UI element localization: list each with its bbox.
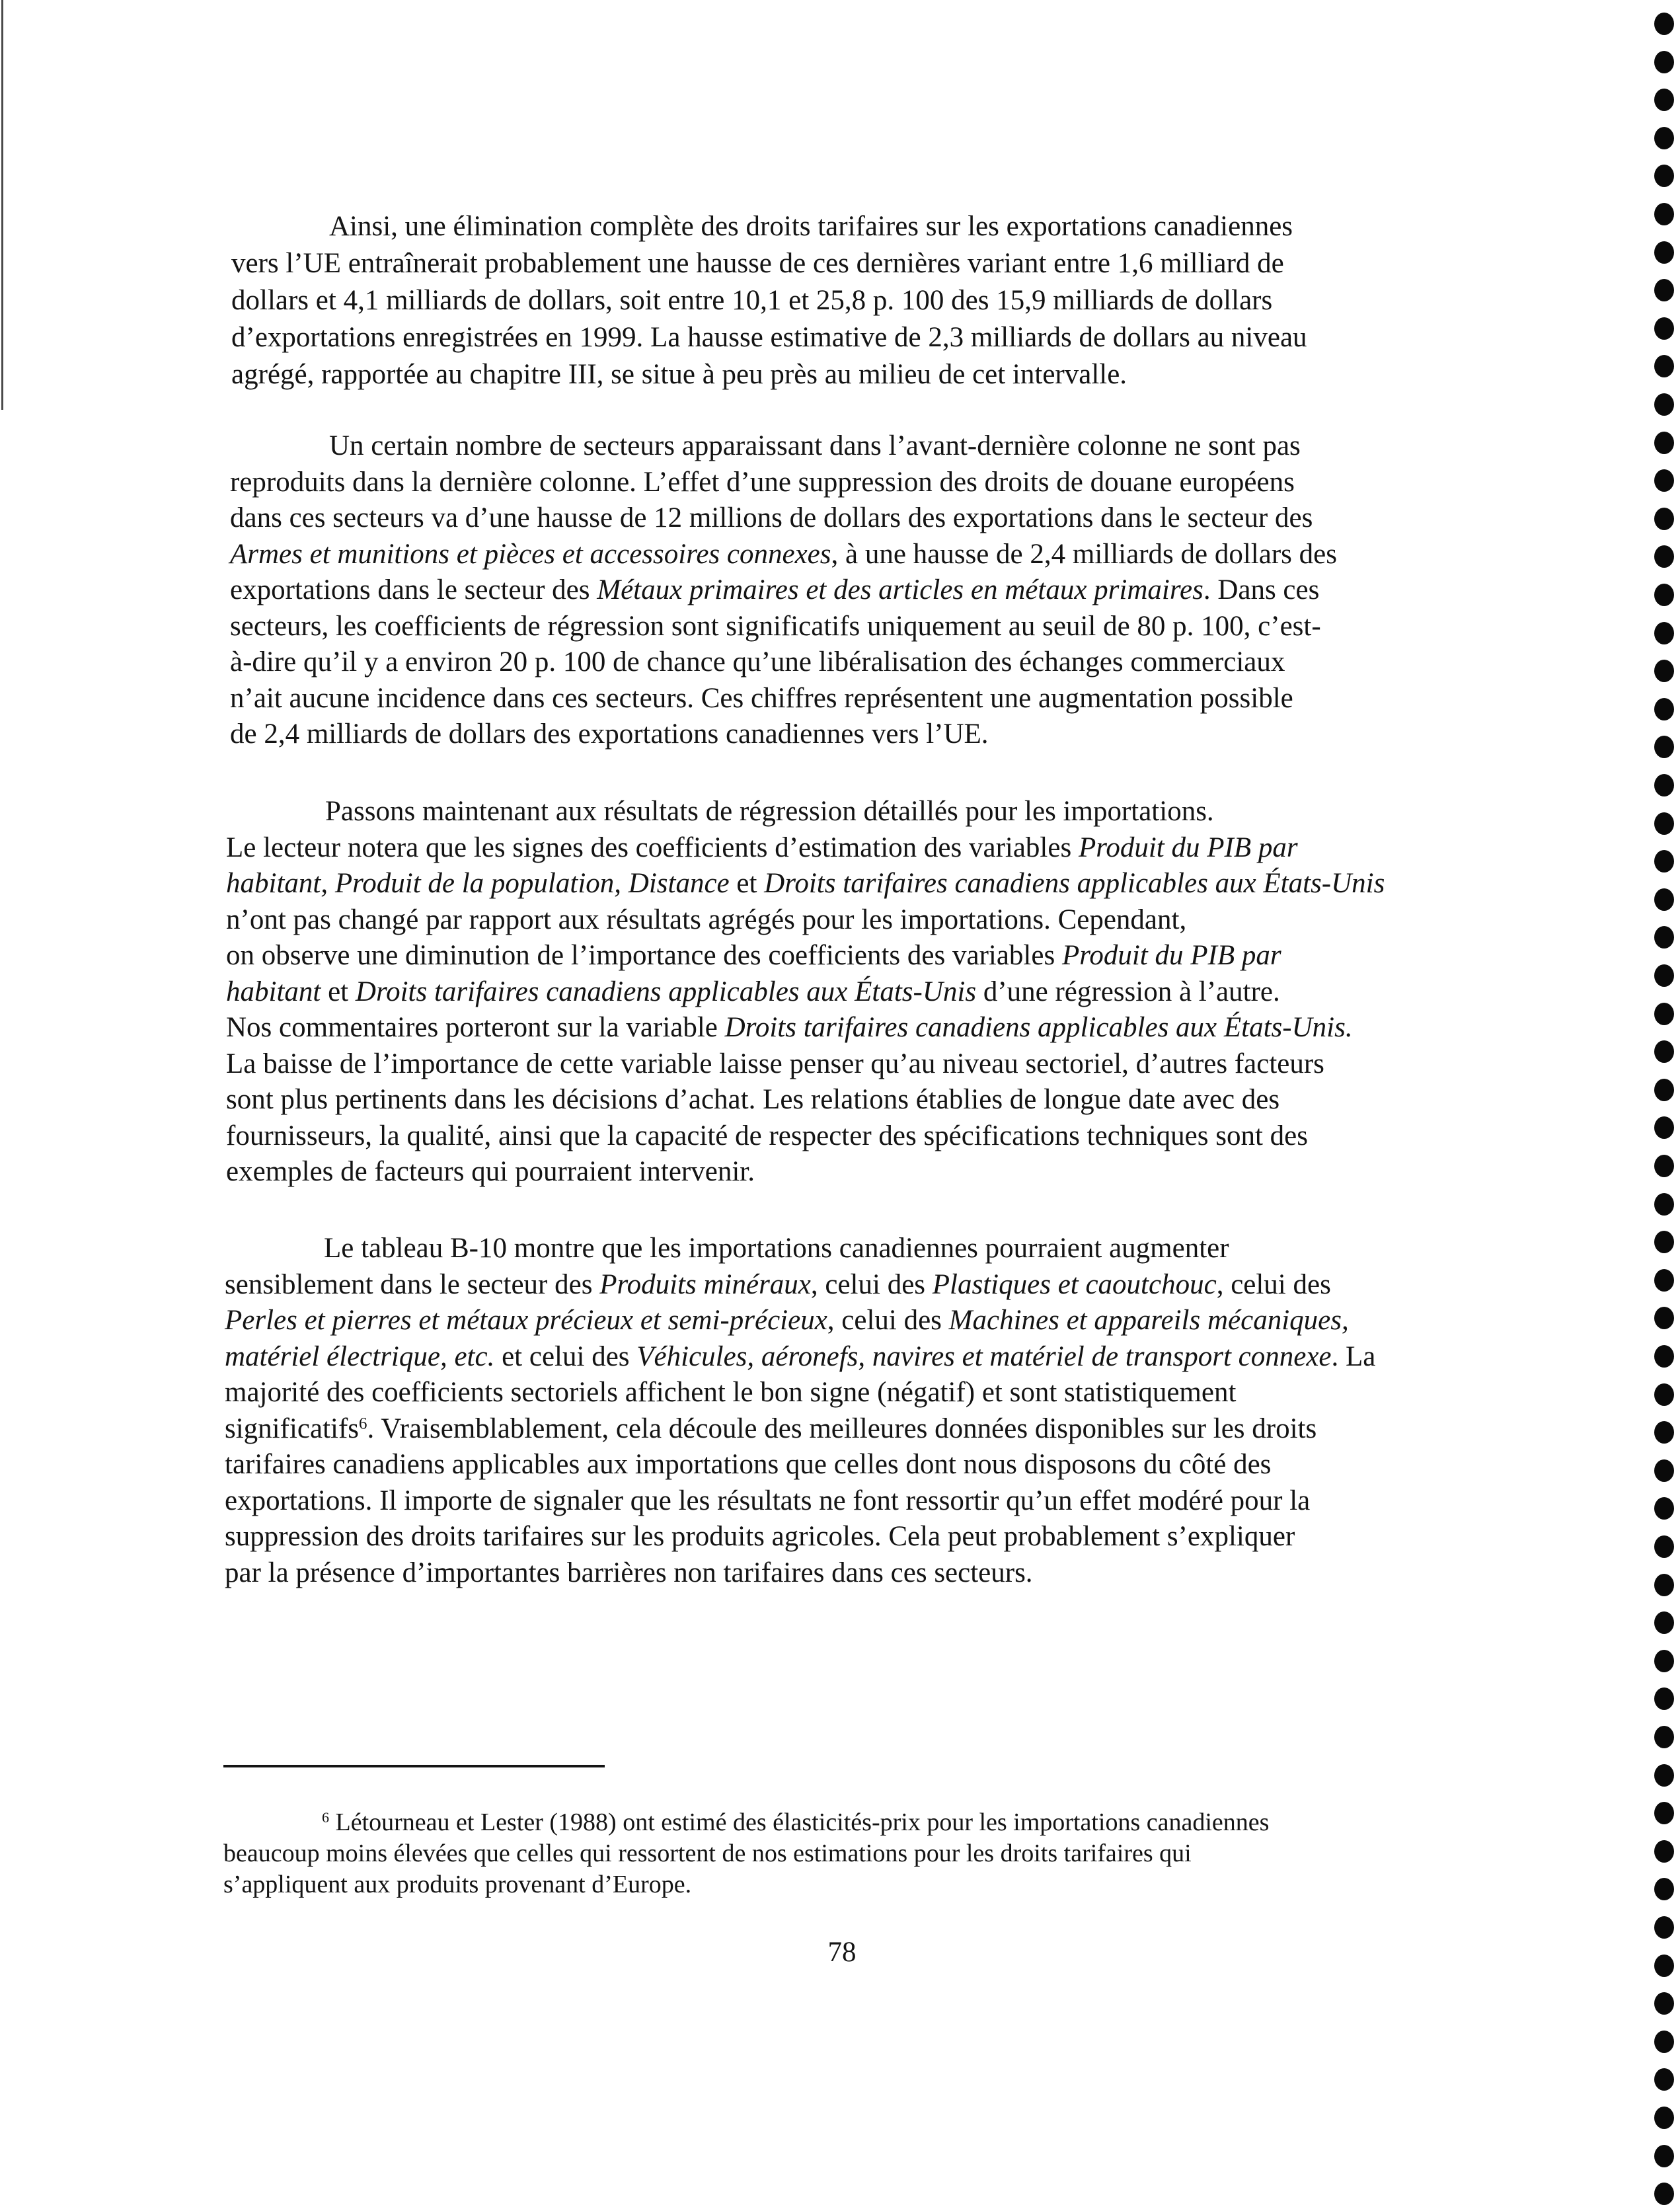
binding-hole [1654, 774, 1674, 796]
text-run: fournisseurs, la qualité, ainsi que la capacité de respecter des spécifications techniques sont des [226, 1120, 1309, 1151]
text-line [225, 1339, 1375, 1376]
binding-hole [1654, 203, 1674, 225]
binding-hole [1654, 622, 1674, 644]
text-line [226, 1046, 1385, 1083]
text-run: à-dire qu’il y a environ 20 p. 100 de chance qu’une libéralisation des échanges commerciaux [230, 646, 1285, 678]
binding-hole [1654, 1269, 1674, 1292]
binding-hole [1654, 393, 1674, 416]
text-run: on observe une diminution de l’importance des coefficients des variables [226, 940, 1062, 971]
binding-hole [1654, 1992, 1674, 2015]
text-run: dans ces secteurs va d’une hausse de 12 millions de dollars des exportations dans le secteur des [230, 502, 1313, 533]
binding-hole [1654, 432, 1674, 454]
paragraph-2 [230, 428, 1337, 753]
binding-hole [1654, 888, 1674, 911]
binding-hole [1654, 51, 1674, 73]
binding-hole [1654, 2183, 1674, 2205]
text-run: Létourneau et Lester (1988) ont estimé des élasticités-prix pour les importations canadiennes [329, 1808, 1270, 1836]
binding-hole [1654, 1231, 1674, 1253]
text-line [226, 794, 1385, 830]
text-line [230, 681, 1337, 717]
text-run: tarifaires canadiens applicables aux importations que celles dont nous disposons du côté des [225, 1449, 1272, 1480]
text-line [230, 428, 1337, 465]
paragraph-1 [231, 208, 1307, 393]
text-run: par la présence d’importantes barrières non tarifaires dans ces secteurs. [225, 1557, 1033, 1588]
text-run: Le lecteur notera que les signes des coefficients d’estimation des variables [226, 832, 1079, 863]
text-line [226, 938, 1385, 974]
binding-hole [1654, 1307, 1674, 1329]
binding-hole [1654, 1878, 1674, 1900]
text-line [225, 1555, 1375, 1592]
text-run: , celui des [827, 1305, 949, 1336]
binding-hole [1654, 1650, 1674, 1672]
text-run: Nos commentaires porteront sur la variable [226, 1012, 725, 1043]
text-line [226, 1010, 1385, 1046]
text-run: La baisse de l’importance de cette variable laisse penser qu’au niveau sectoriel, d’autres facteurs [226, 1048, 1324, 1079]
binding-hole [1654, 584, 1674, 606]
italic-text: Métaux primaires et des articles en métaux primaires [597, 574, 1203, 605]
paragraph-4 [225, 1231, 1375, 1591]
text-run: significatifs [225, 1413, 360, 1444]
binding-hole [1654, 1955, 1674, 1977]
text-run: d’une régression à l’autre. [976, 976, 1280, 1007]
binding-hole [1654, 1840, 1674, 1863]
text-run: reproduits dans la dernière colonne. L’effet d’une suppression des droits de douane européens [230, 466, 1295, 498]
text-run: sont plus pertinents dans les décisions d’achat. Les relations établies de longue date avec des [226, 1084, 1280, 1115]
binding-hole [1654, 545, 1674, 568]
footnote-separator [223, 1765, 605, 1767]
text-line [231, 319, 1307, 356]
binding-hole [1654, 1459, 1674, 1482]
text-run: . Dans ces [1203, 574, 1320, 605]
binding-hole [1654, 355, 1674, 377]
binding-hole [1654, 1535, 1674, 1558]
text-run: exemples de facteurs qui pourraient intervenir. [226, 1156, 755, 1187]
binding-hole [1654, 317, 1674, 340]
binding-hole [1654, 469, 1674, 492]
text-line [230, 644, 1337, 681]
paragraph-3 [226, 794, 1385, 1190]
binding-hole [1654, 2145, 1674, 2167]
text-run: , à une hausse de 2,4 milliards de dollars des [831, 538, 1337, 570]
binding-hole [1654, 964, 1674, 987]
text-run: vers l’UE entraînerait probablement une hausse de ces dernières variant entre 1,6 milliard de [231, 248, 1284, 279]
text-line [225, 1375, 1375, 1411]
text-line [226, 866, 1385, 902]
text-line [226, 830, 1385, 867]
binding-hole [1654, 1726, 1674, 1748]
text-line [225, 1519, 1375, 1555]
binding-hole [1654, 1764, 1674, 1787]
scan-edge-line [1, 0, 3, 410]
page-number: 78 [827, 1937, 857, 1968]
text-run: Un certain nombre de secteurs apparaissant dans l’avant-dernière colonne ne sont pas [329, 430, 1301, 461]
text-line [230, 572, 1337, 609]
text-run: , celui des [810, 1268, 933, 1300]
binding-hole [1654, 698, 1674, 720]
binding-hole [1654, 241, 1674, 264]
binding-hole [1654, 1497, 1674, 1520]
text-line [223, 1807, 1269, 1838]
binding-hole [1654, 1116, 1674, 1139]
binding-hole [1654, 1574, 1674, 1596]
binding-hole [1654, 13, 1674, 35]
text-run: . La [1331, 1340, 1376, 1372]
binding-hole [1654, 1003, 1674, 1025]
binding-hole [1654, 926, 1674, 949]
italic-text: Machines et appareils mécaniques, [948, 1305, 1349, 1336]
italic-text: Droits tarifaires canadiens applicables aux États-Unis. [724, 1012, 1353, 1043]
text-run: n’ait aucune incidence dans ces secteurs. Ces chiffres représentent une augmentation possible [230, 682, 1293, 714]
italic-text: matériel électrique, etc. [225, 1340, 495, 1372]
italic-text: habitant [226, 976, 321, 1007]
binding-hole [1654, 1383, 1674, 1406]
text-run: dollars et 4,1 milliards de dollars, soit entre 10,1 et 25,8 p. 100 des 15,9 milliards de dollars [231, 285, 1273, 316]
text-line [226, 1118, 1385, 1155]
text-line [230, 717, 1337, 753]
footnote-marker: 6 [359, 1414, 367, 1432]
footnote-marker: 6 [322, 1808, 330, 1826]
text-run: sensiblement dans le secteur des [225, 1268, 600, 1300]
text-run: n’ont pas changé par rapport aux résultats agrégés pour les importations. Cependant, [226, 904, 1187, 935]
italic-text: Droits tarifaires canadiens applicables aux États-Unis [764, 868, 1385, 899]
text-line [225, 1267, 1375, 1303]
binding-hole [1654, 1155, 1674, 1177]
text-line [225, 1411, 1375, 1448]
italic-text: Droits tarifaires canadiens applicables aux États-Unis [355, 976, 977, 1007]
footnote [223, 1807, 1269, 1900]
text-run: majorité des coefficients sectoriels affichent le bon signe (négatif) et sont statistiquement [225, 1377, 1237, 1408]
text-run: beaucoup moins élevées que celles qui ressortent de nos estimations pour les droits tarifaires qui [223, 1840, 1192, 1867]
text-run: et celui des [494, 1340, 637, 1372]
binding-hole [1654, 279, 1674, 301]
italic-text: Produits minéraux [599, 1268, 811, 1300]
text-line [231, 356, 1307, 393]
text-run: agrégé, rapportée au chapitre III, se situe à peu près au milieu de cet intervalle. [231, 359, 1127, 390]
binding-hole [1654, 508, 1674, 530]
binding-hole [1654, 1040, 1674, 1063]
binding-hole [1654, 660, 1674, 682]
text-line [231, 282, 1307, 319]
binding-hole [1654, 1916, 1674, 1939]
italic-text: Produit du PIB par [1078, 832, 1298, 863]
binding-hole [1654, 1687, 1674, 1710]
binding-hole [1654, 127, 1674, 149]
text-run: secteurs, les coefficients de régression sont significatifs uniquement au seuil de 80 p. 100, c’est- [230, 610, 1321, 642]
binding-hole [1654, 1421, 1674, 1444]
binding-hole [1654, 2107, 1674, 2129]
italic-text: Armes et munitions et pièces et accessoires connexes [230, 538, 831, 570]
text-line [225, 1483, 1375, 1520]
text-run: d’exportations enregistrées en 1999. La hausse estimative de 2,3 milliards de dollars au niveau [231, 322, 1307, 353]
text-line [230, 537, 1337, 573]
text-run: exportations dans le secteur des [230, 574, 597, 605]
text-run: , celui des [1216, 1268, 1331, 1300]
italic-text: Véhicules, aéronefs, navires et matériel de transport connexe [636, 1340, 1332, 1372]
italic-text: Plastiques et caoutchouc [932, 1268, 1217, 1300]
text-line [230, 609, 1337, 645]
text-line [223, 1838, 1269, 1869]
binding-hole [1654, 850, 1674, 872]
italic-text: habitant, Produit de la population, Distance [226, 868, 730, 899]
text-line [225, 1303, 1375, 1339]
italic-text: Produit du PIB par [1061, 940, 1281, 971]
text-line [231, 245, 1307, 282]
binding-hole [1654, 1802, 1674, 1824]
text-line [226, 1154, 1385, 1190]
binding-hole [1654, 2031, 1674, 2053]
binding-hole [1654, 1611, 1674, 1634]
binding-hole [1654, 2068, 1674, 2091]
text-run: Le tableau B-10 montre que les importations canadiennes pourraient augmenter [324, 1233, 1229, 1264]
text-line [226, 902, 1385, 939]
text-line [226, 1082, 1385, 1118]
binding-hole [1654, 736, 1674, 758]
text-run: et [321, 976, 356, 1007]
binding-hole [1654, 812, 1674, 835]
binding-hole [1654, 165, 1674, 187]
text-run: suppression des droits tarifaires sur les produits agricoles. Cela peut probablement s’expliquer [225, 1521, 1295, 1552]
binding-hole [1654, 1345, 1674, 1368]
text-run: Ainsi, une élimination complète des droits tarifaires sur les exportations canadiennes [329, 211, 1293, 242]
text-run: de 2,4 milliards de dollars des exportations canadiennes vers l’UE. [230, 718, 989, 750]
binding-hole [1654, 1079, 1674, 1101]
text-line [226, 974, 1385, 1011]
text-line [225, 1231, 1375, 1267]
text-run: Passons maintenant aux résultats de régression détaillés pour les importations. [325, 796, 1214, 827]
text-run: et [729, 868, 765, 899]
text-run: . Vraisemblablement, cela découle des meilleures données disponibles sur les droits [367, 1413, 1317, 1444]
text-line [223, 1869, 1269, 1900]
binding-hole [1654, 89, 1674, 111]
text-line [231, 208, 1307, 245]
text-run: exportations. Il importe de signaler que les résultats ne font ressortir qu’un effet modéré pour la [225, 1485, 1311, 1516]
text-line [225, 1447, 1375, 1483]
text-line [230, 500, 1337, 537]
text-run: s’appliquent aux produits provenant d’Europe. [223, 1871, 692, 1898]
text-line [230, 465, 1337, 501]
binding-hole [1654, 1193, 1674, 1216]
italic-text: Perles et pierres et métaux précieux et semi-précieux [225, 1305, 827, 1336]
